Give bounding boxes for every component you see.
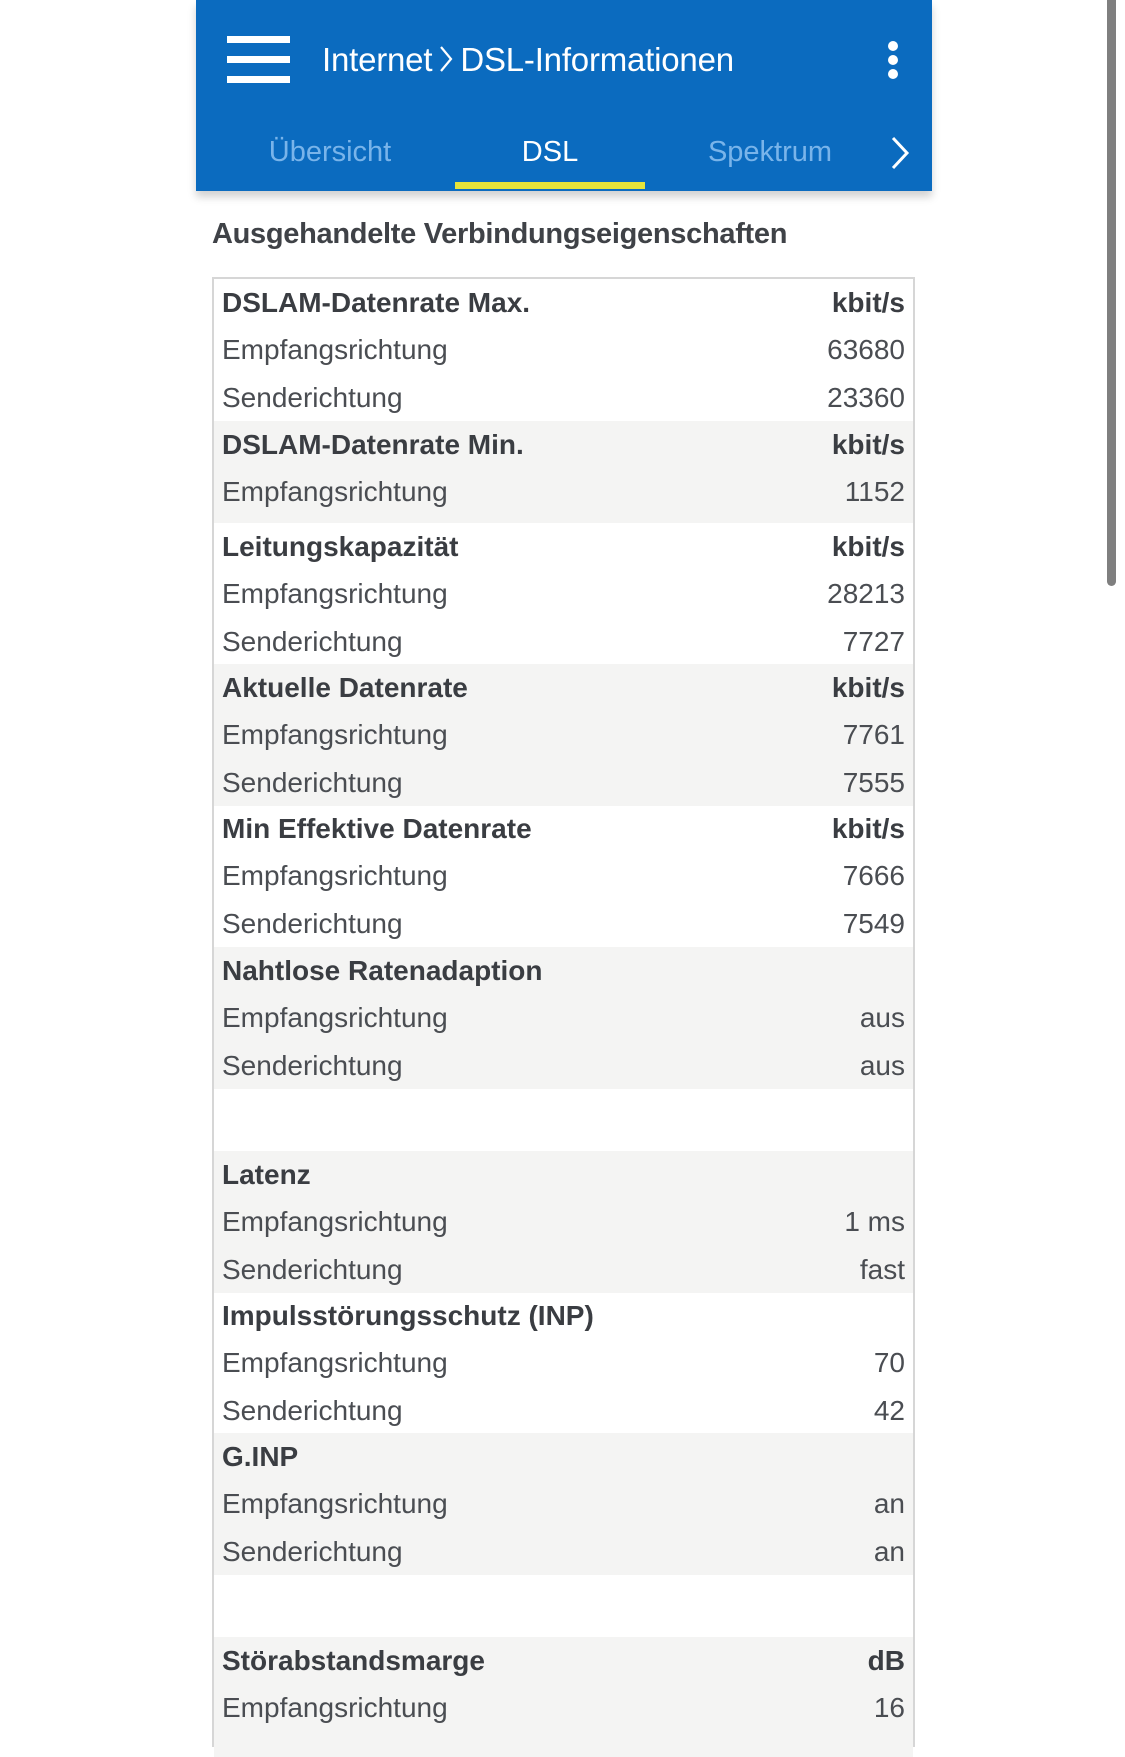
table-row — [214, 1528, 913, 1575]
table-row-label: Senderichtung — [222, 1395, 403, 1426]
table-group-header — [214, 1637, 913, 1684]
table-group-header-label: Aktuelle Datenrate — [222, 672, 468, 703]
table-group-header-label: Nahtlose Ratenadaption — [222, 955, 543, 986]
table-row — [214, 570, 913, 617]
table-row — [214, 1339, 913, 1386]
table-group-header-value: kbit/s — [831, 287, 905, 318]
table-group — [214, 1637, 913, 1757]
table-row — [214, 900, 913, 947]
table-row-label: Empfangsrichtung — [222, 719, 448, 750]
table-row-value: an — [873, 1488, 905, 1519]
table-group — [214, 947, 913, 1089]
table-row-value: 23360 — [827, 382, 905, 413]
table-row — [214, 326, 913, 373]
table-group — [214, 1292, 913, 1434]
table-group-header — [214, 523, 913, 570]
table-row — [214, 994, 913, 1041]
table-group — [214, 1433, 913, 1575]
table-row-value: 1152 — [844, 476, 905, 507]
table-row-value: 63680 — [827, 334, 905, 365]
connection-properties-table — [212, 277, 915, 1747]
table-row-value: aus — [859, 1050, 905, 1081]
active-tab-indicator — [455, 182, 645, 189]
table-row — [214, 1198, 913, 1245]
scrollbar-thumb[interactable] — [1107, 0, 1116, 586]
table-group-header-label: Leitungskapazität — [222, 531, 459, 562]
breadcrumb-separator-icon — [438, 36, 454, 84]
table-group-header-label: G.INP — [222, 1441, 299, 1472]
dot — [888, 41, 898, 51]
table-group-header-value: dB — [867, 1645, 905, 1676]
table-group-header-label: Impulsstörungsschutz (INP) — [222, 1300, 594, 1331]
table-group-header-value: kbit/s — [831, 672, 905, 703]
table-row — [214, 1042, 913, 1089]
hamburger-bar — [227, 76, 290, 83]
table-row — [214, 711, 913, 758]
table-row — [214, 468, 913, 515]
table-group-header-label: Min Effektive Datenrate — [222, 813, 532, 844]
table-row-label: Empfangsrichtung — [222, 1347, 448, 1378]
table-row — [214, 1684, 913, 1731]
table-group-header — [214, 947, 913, 994]
table-row-label: Empfangsrichtung — [222, 1002, 448, 1033]
hamburger-bar — [227, 56, 290, 63]
table-group — [214, 805, 913, 947]
table-row-label: Empfangsrichtung — [222, 860, 448, 891]
breadcrumb-parent[interactable]: Internet — [322, 41, 433, 78]
table-row — [214, 374, 913, 421]
table-row — [214, 618, 913, 665]
table-group-header-label: Störabstandsmarge — [222, 1645, 485, 1676]
table-row-label: Empfangsrichtung — [222, 1488, 448, 1519]
table-group-header — [214, 1151, 913, 1198]
table-row-label: Senderichtung — [222, 382, 403, 413]
app-bar — [196, 0, 932, 191]
table-row-value: an — [873, 1536, 905, 1567]
table-row-value: 7549 — [842, 908, 905, 939]
table-group-header — [214, 805, 913, 852]
table-row-label: Senderichtung — [222, 1050, 403, 1081]
table-row-label: Senderichtung — [222, 767, 403, 798]
breadcrumb-current: DSL-Informationen — [460, 41, 734, 78]
table-row — [214, 1246, 913, 1293]
table-row-value: 7555 — [842, 767, 905, 798]
section-title: Ausgehandelte Verbindungseigenschaften — [212, 218, 788, 250]
table-row-value: 1 ms — [844, 1206, 905, 1237]
table-row-label: Empfangsrichtung — [222, 334, 448, 365]
table-group — [214, 279, 913, 421]
table-row-value: 28213 — [827, 578, 905, 609]
table-group-header — [214, 1433, 913, 1480]
table-row-label: Senderichtung — [222, 1254, 403, 1285]
table-group-header-label: Latenz — [222, 1159, 311, 1190]
more-vertical-icon[interactable] — [884, 40, 902, 82]
table-group — [214, 664, 913, 806]
table-row-label: Empfangsrichtung — [222, 1206, 448, 1237]
table-row-label: Senderichtung — [222, 908, 403, 939]
breadcrumb — [322, 36, 734, 84]
table-group-header — [214, 279, 913, 326]
tab-spektrum[interactable]: Spektrum — [707, 136, 833, 168]
hamburger-bar — [227, 36, 290, 43]
table-row-value: 70 — [873, 1347, 905, 1378]
table-row-label: Empfangsrichtung — [222, 578, 448, 609]
table-row-value: 42 — [873, 1395, 905, 1426]
tab-dsl[interactable]: DSL — [521, 136, 579, 168]
table-group-header-label: DSLAM-Datenrate Min. — [222, 429, 524, 460]
table-row — [214, 852, 913, 899]
table-row — [214, 1480, 913, 1527]
table-group — [214, 1151, 913, 1293]
table-group-header-value: kbit/s — [831, 531, 905, 562]
table-row-label: Senderichtung — [222, 626, 403, 657]
table-group-header-value: kbit/s — [831, 429, 905, 460]
table-row-label: Senderichtung — [222, 1536, 403, 1567]
table-group — [214, 421, 913, 523]
table-row-value: 7727 — [842, 626, 905, 657]
table-row-label: Empfangsrichtung — [222, 476, 448, 507]
dot — [888, 55, 898, 65]
table-row-label: Empfangsrichtung — [222, 1692, 448, 1723]
table-group — [214, 523, 913, 665]
table-row-value: fast — [859, 1254, 905, 1285]
table-row-value: 7666 — [842, 860, 905, 891]
hamburger-icon[interactable] — [227, 36, 290, 83]
tab-ubersicht[interactable]: Übersicht — [268, 136, 392, 168]
table-row-value: 16 — [873, 1692, 905, 1723]
dot — [888, 69, 898, 79]
table-group-header — [214, 664, 913, 711]
chevron-right-icon[interactable] — [882, 130, 918, 176]
table-group-header — [214, 421, 913, 468]
table-group-header-label: DSLAM-Datenrate Max. — [222, 287, 531, 318]
table-row — [214, 1387, 913, 1434]
table-group-header — [214, 1292, 913, 1339]
table-row-value: 7761 — [842, 719, 905, 750]
table-group-header-value: kbit/s — [831, 813, 905, 844]
table-row — [214, 759, 913, 806]
table-row-value: aus — [859, 1002, 905, 1033]
